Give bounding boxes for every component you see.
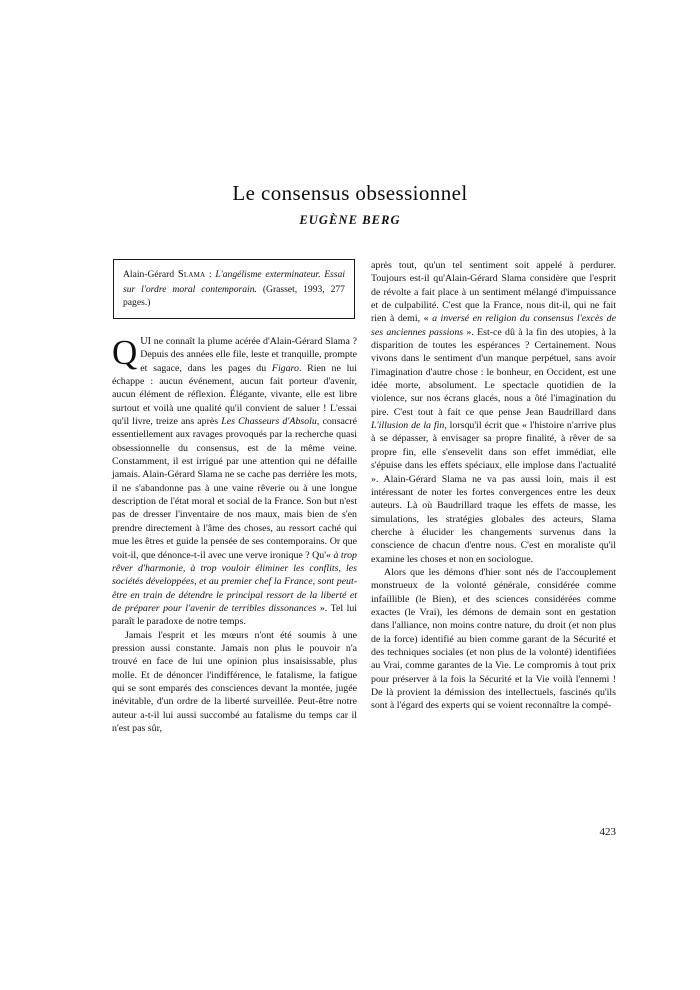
body-text: après tout, qu'un tel sentiment soit appelé à perdurer. Toujours est-il qu'Alain-Gérard Slama considère que l'esprit de révolte a fait place à un sentiment mélangé d'impuissance et de culpabilité. C'est que la France, nous dit-il, qui ne fait rien à demi, «: [371, 260, 616, 325]
book-reference-box: [113, 259, 355, 319]
body-paragraph: [371, 566, 616, 713]
page-title: Le consensus obsessionnel: [232, 181, 468, 206]
body-text: , consacré essentiellement aux ravages provoqués par la recherche quasi obsessionnelle du consensus, est de la même veine. Constamment, il est irrigué par une attention qui ne défaille jamais. Alain-Gérard Slama ne se cache pas derrière les mots, il ne s'abandonne pas à une vaine rêverie ou à une longue description de l'état moral et social de la France. Son but n'est pas de dresser l'inventaire de nos maux, mais bien de s'en prendre directement à l'âme des choses, au ressort caché qui mue les êtres et guide la pensée de ses contemporains. Or que voit-il, que dénonce-t-il avec une verve ironique ? Qu'«: [112, 416, 357, 561]
drop-cap: Q: [112, 333, 138, 372]
emphasized-text: à trop rêver d'harmonie, à trop vouloir éliminer les conflits, les sociétés développées, et au premier chef la France, sont peut-être en train de détendre le principal ressort de la liberté et de préparer pour l'avenir de terribles dissonances: [112, 549, 357, 614]
body-paragraph: [371, 259, 616, 566]
reference-author-first: Alain-Gérard: [123, 269, 178, 280]
body-paragraph: [112, 335, 357, 629]
body-text: ». Est-ce dû à la fin des utopies, à la disparition de toutes les espérances ? Certainement. Nous vivons dans le sentiment d'un manque perpétuel, sans avoir l'imagination d'autre chose : le bonheur, en Occident, est une idée morte, absolument. Le spectacle quotidien de la violence, sur nos écrans glacés, nous a ôté l'imagination du pire. C'est tout à fait ce que pense Jean Baudrillard dans: [371, 326, 617, 418]
body-text: ». Tel lui paraît le paradoxe de notre temps.: [112, 602, 358, 628]
emphasized-text: Figaro: [271, 362, 299, 374]
body-column-right: [371, 259, 616, 713]
body-text: , lorsqu'il écrit que « l'histoire n'arrive plus à se dépasser, à envisager sa propre finalité, à rêver de sa propre fin, elle s'ensevelit dans son effet immédiat, elle s'épuise dans les effets spéciaux, elle implose dans l'actualité ». Alain-Gérard Slama ne va pas aussi loin, mais il est intéressant de noter les fortes convergences entre les deux auteurs. Là où Baudrillard traque les effets de masse, les simulations, les stratégies globales des acteurs, Slama cherche à élucider les changements survenus dans la conscience de chacun d'entre nous. C'est en moraliste qu'il examine les choses et non en sociologue.: [371, 420, 616, 565]
body-column-left: [112, 335, 357, 735]
emphasized-text: Les Chasseurs d'Absolu: [221, 416, 317, 428]
lead-small-caps: UI: [140, 336, 152, 347]
emphasized-text: L'illusion de la fin: [371, 420, 445, 432]
reference-work-title: L'angélisme exterminateur. Essai sur l'ordre moral contemporain.: [123, 269, 345, 295]
page-number: 423: [599, 826, 616, 838]
body-text: . Rien ne lui échappe : aucun événement, aucun fait porteur d'avenir, aucun élément de réflexion. Élégante, vivante, elle est libre surtout et voilà une qualité qu'il convient de saluer ! L'essai qu'il livre, treize ans après: [112, 362, 357, 428]
body-text: Jamais l'esprit et les mœurs n'ont été soumis à une pression aussi constante. Jamais non plus le pouvoir n'a trouvé en face de lui une opinion plus insaisissable, plus molle. Et de dénoncer l'indifférence, le fatalisme, la fatigue qui se sont emparés des consciences devant la montée, jugée inévitable, d'un ordre de la liberté surveillée. Peut-être notre auteur a-t-il lui aussi succombé au fatalisme du temps car il n'est pas sûr,: [112, 629, 357, 734]
body-paragraph: [112, 629, 357, 736]
reference-publication-info: (Grasset, 1993, 277 pages.): [123, 283, 345, 309]
body-text: ne connaît la plume acérée d'Alain-Gérard Slama ? Depuis des années elle file, leste et tranquille, prompte et sagace, dans les pages du: [140, 336, 357, 374]
article-author: EUGÈNE BERG: [299, 213, 401, 227]
body-text: Alors que les démons d'hier sont nés de l'accouplement monstrueux de la volonté générale, considérée comme infaillible (le Bien), et des sciences considérées comme exactes (le Vrai), les démons de demain sont en gestation dans l'alliance, non moins contre nature, du droit (et non plus de la force) identifié au bien comme garant de la Sécurité et des techniques sociales (et non plus de la volonté) identifiées au Vrai, comme garantes de la Vie. Le compromis à tout prix pour préserver à la fois la Sécurité et la Vie voilà l'ennemi ! De là provient la démission des intellectuels, fascinés qu'ils sont à l'égard des experts qui se voient reconnaître la compé-: [371, 566, 616, 712]
emphasized-text: a inversé en religion du consensus l'excès de ses anciennes passions: [371, 313, 616, 338]
reference-separator: :: [205, 269, 216, 280]
reference-author-surname: Slama: [177, 269, 206, 280]
